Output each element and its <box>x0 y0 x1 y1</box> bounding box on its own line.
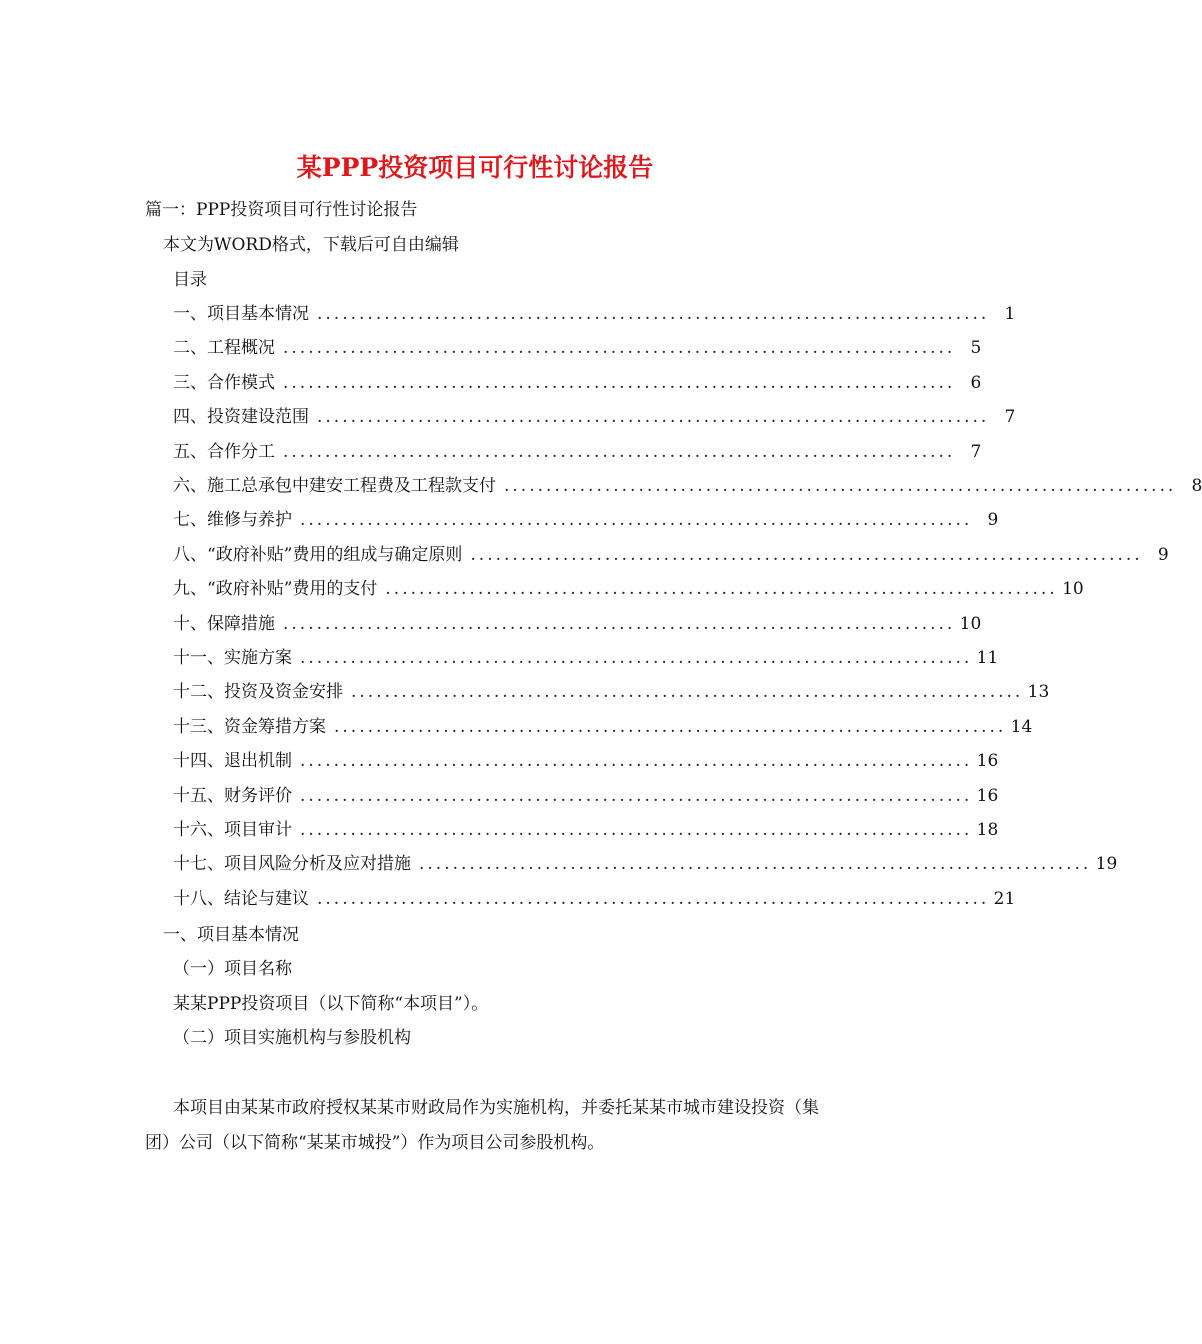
toc-item-page: 18 <box>976 820 999 840</box>
subsection-heading-institutions: （二）项目实施机构与参股机构 <box>173 1028 411 1048</box>
toc-leader-dots: ................................................................................ <box>334 717 1007 737</box>
toc-item-label: 十四、退出机制 <box>173 751 292 771</box>
toc-item-label: 三、合作模式 <box>173 373 275 393</box>
toc-item-page: 9 <box>987 510 999 530</box>
toc-item-label: 四、投资建设范围 <box>173 407 309 427</box>
toc-item-page: 14 <box>1010 717 1033 737</box>
toc-item[interactable] <box>173 852 1118 876</box>
toc-item-page: 5 <box>970 338 982 358</box>
toc-item[interactable] <box>173 543 1169 567</box>
toc-item-page: 11 <box>976 648 999 668</box>
toc-item-label: 七、维修与养护 <box>173 510 292 530</box>
chapter-heading: 篇一：PPP投资项目可行性讨论报告 <box>145 200 418 220</box>
toc-item[interactable] <box>173 818 999 842</box>
toc-leader-dots: ................................................................................ <box>385 579 1058 599</box>
toc-item[interactable] <box>173 646 999 670</box>
toc-leader-dots: ................................................................................ <box>283 614 956 634</box>
toc-item[interactable] <box>173 612 982 636</box>
toc-item[interactable] <box>173 474 1202 498</box>
toc-item-label: 十七、项目风险分析及应对措施 <box>173 854 411 874</box>
toc-item[interactable] <box>173 336 982 360</box>
toc-leader-dots: ................................................................................ <box>317 889 990 909</box>
toc-item-label: 八、“政府补贴”费用的组成与确定原则 <box>173 545 463 565</box>
toc-item[interactable] <box>173 749 999 773</box>
toc-item[interactable] <box>173 405 1016 429</box>
toc-leader-dots: ................................................................................ <box>419 854 1092 874</box>
toc-item[interactable] <box>173 784 999 808</box>
toc-leader-dots: ................................................................................ <box>300 820 973 840</box>
toc-item-page: 21 <box>993 889 1016 909</box>
toc-leader-dots: ................................................................................ <box>283 338 956 358</box>
toc-item-page: 6 <box>970 373 982 393</box>
toc-leader-dots: ................................................................................ <box>283 442 956 462</box>
toc-item-page: 9 <box>1157 545 1169 565</box>
toc-item[interactable] <box>173 302 1016 326</box>
toc-item-label: 十一、实施方案 <box>173 648 292 668</box>
toc-item-label: 五、合作分工 <box>173 442 275 462</box>
toc-item[interactable] <box>173 680 1050 704</box>
toc-item[interactable] <box>173 715 1033 739</box>
toc-item[interactable] <box>173 371 982 395</box>
toc-item-page: 16 <box>976 751 999 771</box>
toc-item-page: 16 <box>976 786 999 806</box>
toc-item-label: 十二、投资及资金安排 <box>173 682 343 702</box>
toc-leader-dots: ................................................................................ <box>283 373 956 393</box>
toc-item-page: 10 <box>959 614 982 634</box>
toc-item-page: 7 <box>970 442 982 462</box>
toc-item-page: 19 <box>1095 854 1118 874</box>
toc-item[interactable] <box>173 440 982 464</box>
toc-item[interactable] <box>173 508 999 532</box>
toc-leader-dots: ................................................................................ <box>470 545 1143 565</box>
toc-item-page: 7 <box>1004 407 1016 427</box>
toc-item-page: 13 <box>1027 682 1050 702</box>
toc-leader-dots: ................................................................................ <box>300 510 973 530</box>
toc-item-label: 六、施工总承包中建安工程费及工程款支付 <box>173 476 496 496</box>
toc-item-label: 九、“政府补贴”费用的支付 <box>173 579 378 599</box>
toc-leader-dots: ................................................................................ <box>300 786 973 806</box>
toc-item-page: 8 <box>1191 476 1202 496</box>
toc-item-page: 10 <box>1062 579 1084 599</box>
toc-item-label: 十、保障措施 <box>173 614 275 634</box>
toc-item-label: 一、项目基本情况 <box>173 304 309 324</box>
toc-leader-dots: ................................................................................ <box>504 476 1177 496</box>
project-name-text: 某某PPP投资项目（以下简称“本项目”）。 <box>173 994 489 1014</box>
toc-item-page: 1 <box>1004 304 1016 324</box>
section-heading-basic-info: 一、项目基本情况 <box>163 925 299 945</box>
subsection-heading-project-name: （一）项目名称 <box>173 959 292 979</box>
toc-leader-dots: ................................................................................ <box>300 648 973 668</box>
toc-item[interactable] <box>173 887 1016 911</box>
document-title: 某PPP投资项目可行性讨论报告 <box>296 153 654 182</box>
toc-leader-dots: ................................................................................ <box>317 407 990 427</box>
toc-item[interactable] <box>173 577 1084 601</box>
format-note: 本文为WORD格式，下载后可自由编辑 <box>163 235 459 255</box>
toc-leader-dots: ................................................................................ <box>300 751 973 771</box>
toc-item-label: 十八、结论与建议 <box>173 889 309 909</box>
toc-item-label: 十六、项目审计 <box>173 820 292 840</box>
toc-item-label: 十三、资金筹措方案 <box>173 717 326 737</box>
toc-leader-dots: ................................................................................ <box>351 682 1024 702</box>
body-paragraph: 本项目由某某市政府授权某某市财政局作为实施机构，并委托某某市城市建设投资（集团）公司（以下简称“某某市城投”）作为项目公司参股机构。 <box>145 1098 819 1153</box>
toc-item-label: 二、工程概况 <box>173 338 275 358</box>
toc-leader-dots: ................................................................................ <box>317 304 990 324</box>
toc-item-label: 十五、财务评价 <box>173 786 292 806</box>
toc-heading: 目录 <box>173 270 207 290</box>
